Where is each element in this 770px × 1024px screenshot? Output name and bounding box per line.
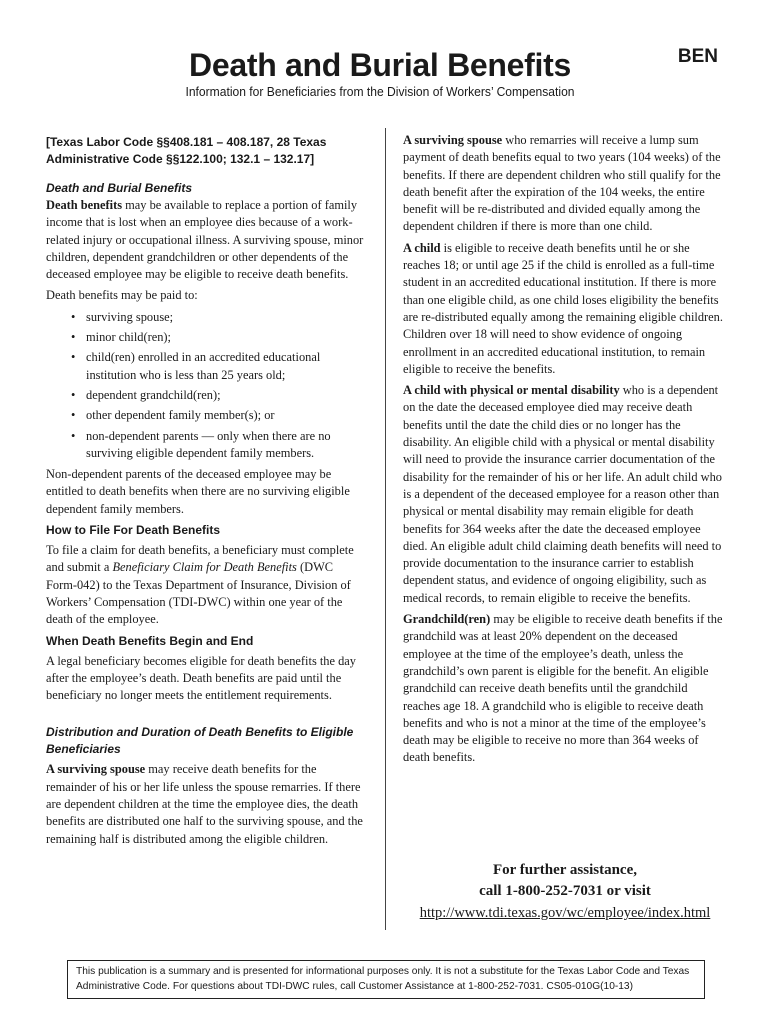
list-item: • surviving spouse;: [86, 309, 364, 326]
benefits-lead: Death benefits: [46, 198, 123, 212]
spouse-lead: A surviving spouse: [46, 762, 146, 777]
non-dependent-note: Non-dependent parents of the deceased employee may be entitled to death benefits when there are no surviving eligible dependent family members.: [46, 467, 350, 516]
disability-lead: A child with physical or mental disability: [403, 383, 620, 398]
remarry-paragraph: [403, 132, 727, 236]
disability-body: who is a dependent on the date the deceased employee died may receive death benefits until the date the child dies or no longer has the disability. An eligible child with a physical or mental disability will need to provide the insurance carrier documentation of the disability for the remainder of his or her life. An adult child who is a dependent of the deceased employee for a reason other than physical or mental disability may remain eligible for death benefits for 364 weeks after the date the deceased employee died. An eligible adult child claiming death benefits will need to provide documentation to the insurance carrier to establish dependent status, and evidence of ongoing eligibility, such as medical records, to remain eligible to receive the benefits.: [403, 383, 722, 605]
section-heading-begin-end: When Death Benefits Begin and End: [46, 633, 254, 648]
child-body: is eligible to receive death benefits until he or she reaches 18; or until age 25 if the child is enrolled as a full-time student in an accredited educational institution. If there is more than one eligible child, as one child loses eligibility the benefits are re-distributed equally among the remaining eligible children. Children over 18 will need to show evidence of ongoing enrollment in an accredited educational institution, to remain eligible to receive the benefits.: [403, 240, 723, 376]
section-heading-benefits: Death and Burial Benefits: [46, 181, 193, 195]
how-to-file-pre: To file a claim for death benefits, a beneficiary must complete and submit a: [46, 543, 354, 575]
begin-end-paragraph: A legal beneficiary becomes eligible for death benefits the day after the employee’s death. Death benefits are paid until the beneficiary no longer meets the entitlement requirements.: [46, 653, 356, 703]
disability-paragraph: [403, 382, 727, 607]
benefits-paragraph: [46, 197, 364, 283]
publication-code-badge: BEN: [677, 46, 718, 67]
list-item: • minor child(ren);: [86, 329, 364, 346]
footer-disclaimer: This publication is a summary and is presented for informational purposes only. It is not a substitute for the Texas Labor Code and Texas Administrative Code. For questions about TDI-DWC rules, call Customer Assistance at 1-800-252-7031. CS05-010G(10-13): [67, 960, 705, 999]
grandchild-body: may be eligible to receive death benefits if the grandchild was at least 20% dependent on the deceased employee at the time of the employee’s death, unless the grandchild’s own parent is eligible for the benefit. An eligible grandchild can receive death benefits until the grandchild reaches age 18. A grandchild who is eligible to receive death benefits and who is not a minor at the time of the employee’s death may be eligible to receive no more than 364 weeks of death benefits.: [403, 612, 723, 765]
list-item: • child(ren) enrolled in an accredited educational institution who is less than 25 years old;: [86, 349, 364, 384]
assistance-heading: For further assistance,: [492, 862, 637, 878]
paid-to-list: [46, 309, 364, 462]
list-item: • dependent grandchild(ren);: [86, 387, 364, 404]
how-to-file-post: (DWC Form-042) to the Texas Department of Insurance, Division of Workers’ Compensation (TDI-DWC) within one year of the death of the employee.: [46, 560, 351, 627]
list-item: • non-dependent parents — only when there are no surviving eligible dependent family members.: [86, 428, 364, 463]
left-column: [46, 132, 364, 852]
page-subtitle: Information for Beneficiaries from the Division of Workers’ Compensation: [185, 84, 575, 99]
how-to-file-paragraph: [46, 542, 364, 628]
column-divider: [385, 128, 386, 930]
page-title: Death and Burial Benefits: [189, 47, 571, 83]
spouse-paragraph: [46, 761, 364, 847]
grandchild-lead: Grandchild(ren): [403, 612, 491, 627]
section-heading-how-to-file: How to File For Death Benefits: [46, 523, 221, 538]
assistance-link[interactable]: http://www.tdi.texas.gov/wc/employee/index.html: [419, 905, 711, 921]
benefits-body: may be available to replace a portion of family income that is lost when an employee dies because of a work-related injury or occupational illness. A surviving spouse, minor children, dependent grandchildren or other dependents of the deceased employee may be eligible to receive death benefits.: [46, 198, 364, 282]
legal-citation: [Texas Labor Code §§408.181 – 408.187, 28 Texas Administrative Code §§122.100; 132.1 – 132.17]: [46, 135, 327, 166]
list-item: • other dependent family member(s); or: [86, 407, 364, 424]
paid-to-intro: Death benefits may be paid to:: [46, 288, 198, 303]
form-title: Beneficiary Claim for Death Benefits: [112, 560, 297, 575]
child-paragraph: [403, 240, 727, 378]
right-column: [403, 132, 727, 771]
spouse-body: may receive death benefits for the remainder of his or her life unless the spouse remarries. If there are dependent children at the time the employee dies, the death benefits are distributed one half to the surviving spouse, and the remaining half is distributed among the eligible children.: [46, 762, 363, 846]
remarry-lead: A surviving spouse: [403, 133, 503, 147]
assistance-phone: call 1-800-252-7031 or visit: [479, 883, 651, 899]
child-lead: A child: [403, 240, 441, 255]
section-heading-distribution: Distribution and Duration of Death Benefits to Eligible Beneficiaries: [46, 725, 354, 757]
grandchild-paragraph: [403, 611, 727, 767]
remarry-body: who remarries will receive a lump sum payment of death benefits equal to two years (104 weeks) of the benefits. If there are dependent children who still qualify for the death benefit after the expiration of the 104 weeks, the entire benefit will be re-distributed and divided equally among the dependent children if there is more than one child.: [403, 133, 721, 234]
further-assistance-box: [403, 860, 727, 924]
